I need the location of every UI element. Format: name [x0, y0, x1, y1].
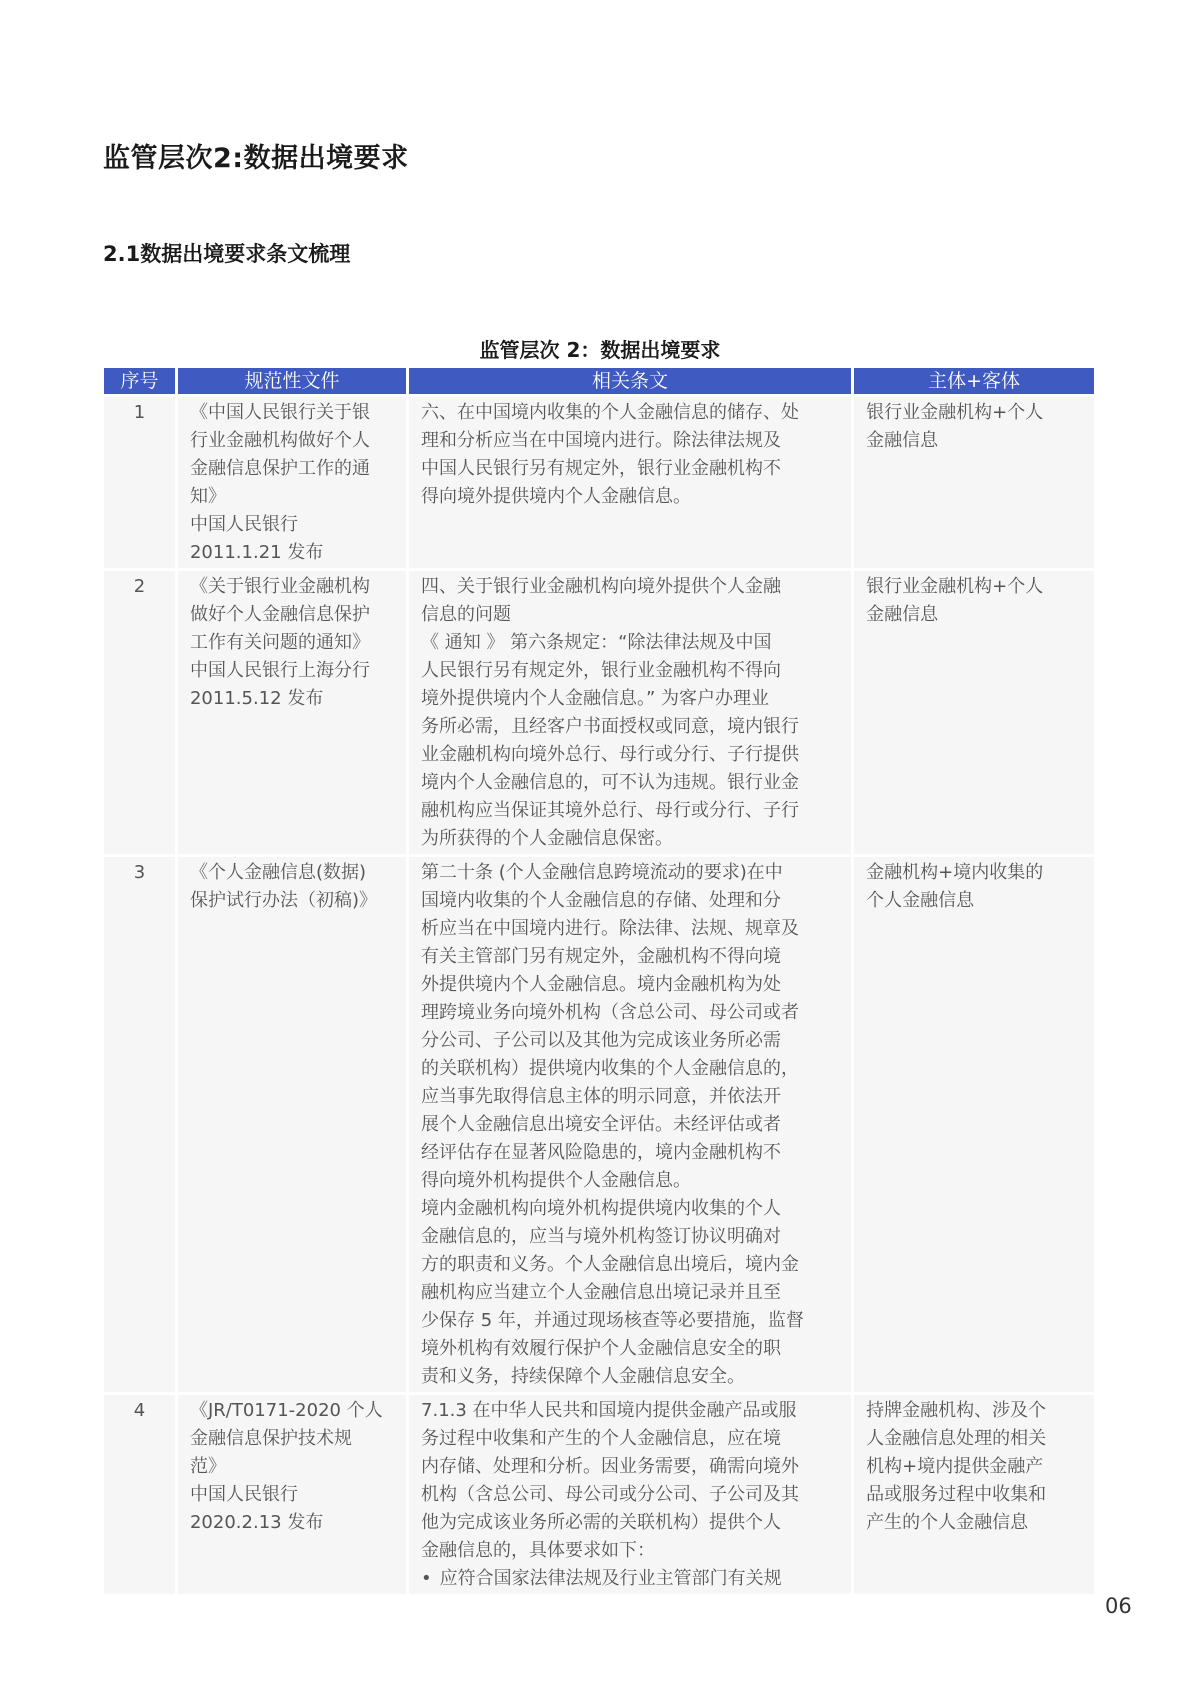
text-line: 2011.1.21 发布: [189, 542, 324, 563]
text-line: 《中国人民银行关于银: [189, 402, 370, 423]
text-line: 《关于银行业金融机构: [189, 576, 370, 597]
text-line: 业金融机构向境外总行、母行或分行、子行提供: [421, 744, 800, 765]
subsection-heading: 2.1数据出境要求条文梳理: [103, 242, 351, 266]
text-line: 银行业金融机构+个人: [866, 576, 1044, 597]
row-number: 1: [104, 397, 175, 568]
text-line: 的关联机构）提供境内收集的个人金融信息的，: [421, 1058, 800, 1079]
text-line: 少保存 5 年，并通过现场核查等必要措施，监督: [421, 1310, 804, 1331]
text-line: 金融信息保护技术规: [189, 1428, 352, 1449]
text-line: 信息的问题: [421, 604, 512, 625]
document-cell: [178, 571, 406, 854]
text-line: 《JR/T0171-2020 个人: [189, 1400, 383, 1421]
text-line: 中国人民银行: [189, 514, 298, 535]
text-line: 知》: [189, 486, 226, 507]
text-line: 行业金融机构做好个人: [189, 430, 370, 451]
text-line: 内存储、处理和分析。因业务需要，确需向境外: [421, 1456, 800, 1477]
text-line: 《 通知 》 第六条规定：“除法律法规及中国: [421, 632, 772, 653]
text-line: 融机构应当保证其境外总行、母行或分行、子行: [421, 800, 800, 821]
text-line: 责和义务，持续保障个人金融信息安全。: [421, 1366, 746, 1387]
text-line: 保护试行办法（初稿)》: [189, 890, 378, 911]
text-line: 中国人民银行: [189, 1484, 298, 1505]
text-line: 有关主管部门另有规定外，金融机构不得向境: [421, 946, 782, 967]
table-row: [104, 397, 1094, 568]
text-line: 2011.5.12 发布: [189, 688, 324, 709]
text-line: 理跨境业务向境外机构（含总公司、母公司或者: [421, 1002, 800, 1023]
clause-cell: [409, 857, 851, 1392]
document-cell: [178, 397, 406, 568]
text-line: 展个人金融信息出境安全评估。未经评估或者: [421, 1114, 782, 1135]
text-line: 务所必需，且经客户书面授权或同意，境内银行: [421, 716, 800, 737]
text-line: 范》: [189, 1456, 226, 1477]
text-line: 境内金融机构向境外机构提供境内收集的个人: [421, 1198, 782, 1219]
text-line: 经评估存在显著风险隐患的，境内金融机构不: [421, 1142, 782, 1163]
text-line: 机构（含总公司、母公司或分公司、子公司及其: [421, 1484, 800, 1505]
subject-cell: [854, 857, 1094, 1392]
text-line: 人金融信息处理的相关: [866, 1428, 1047, 1449]
text-line: 理和分析应当在中国境内进行。除法律法规及: [421, 430, 782, 451]
text-line: 境外机构有效履行保护个人金融信息安全的职: [421, 1338, 782, 1359]
text-line: 中国人民银行上海分行: [189, 660, 370, 681]
header-no: 序号: [104, 368, 175, 394]
text-line: 金融信息的，应当与境外机构签订协议明确对: [421, 1226, 782, 1247]
row-number: 4: [104, 1395, 175, 1594]
text-line: 工作有关问题的通知》: [189, 632, 370, 653]
header-clause: 相关条文: [409, 368, 851, 394]
text-line: 做好个人金融信息保护: [189, 604, 370, 625]
document-cell: [178, 1395, 406, 1594]
text-line: 析应当在中国境内进行。除法律、法规、规章及: [421, 918, 800, 939]
text-line: 2020.2.13 发布: [189, 1512, 324, 1533]
text-line: 金融机构+境内收集的: [866, 862, 1044, 883]
text-line: 7.1.3 在中华人民共和国境内提供金融产品或服: [421, 1400, 797, 1421]
subject-cell: [854, 1395, 1094, 1594]
text-line: 第二十条 (个人金融信息跨境流动的要求)在中: [421, 862, 783, 883]
subject-cell: [854, 397, 1094, 568]
clause-cell: [409, 397, 851, 568]
row-number: 2: [104, 571, 175, 854]
text-line: 为所获得的个人金融信息保密。: [421, 828, 674, 849]
text-line: 得向境外提供境内个人金融信息。: [421, 486, 692, 507]
text-line: 六、在中国境内收集的个人金融信息的储存、处: [421, 402, 800, 423]
table-row: [104, 857, 1094, 1392]
text-line: 境外提供境内个人金融信息。” 为客户办理业: [421, 688, 770, 709]
text-line: 金融信息的，具体要求如下：: [421, 1540, 656, 1561]
page-number: 06: [1105, 1594, 1132, 1618]
text-line: 应当事先取得信息主体的明示同意，并依法开: [421, 1086, 782, 1107]
text-line: 境内个人金融信息的，可不认为违规。银行业金: [421, 772, 800, 793]
table-row: [104, 1395, 1094, 1594]
text-line: 融机构应当建立个人金融信息出境记录并且至: [421, 1282, 782, 1303]
text-line: 产生的个人金融信息: [866, 1512, 1029, 1533]
text-line: 分公司、子公司以及其他为完成该业务所必需: [421, 1030, 782, 1051]
regulation-table: [101, 365, 1097, 1597]
text-line: 务过程中收集和产生的个人金融信息，应在境: [421, 1428, 782, 1449]
document-cell: [178, 857, 406, 1392]
text-line: 外提供境内个人金融信息。境内金融机构为处: [421, 974, 782, 995]
table-row: [104, 571, 1094, 854]
text-line: 四、关于银行业金融机构向境外提供个人金融: [421, 576, 782, 597]
subject-cell: [854, 571, 1094, 854]
text-line: 得向境外机构提供个人金融信息。: [421, 1170, 692, 1191]
text-line: 他为完成该业务所必需的关联机构）提供个人: [421, 1512, 782, 1533]
row-number: 3: [104, 857, 175, 1392]
text-line: 持牌金融机构、涉及个: [866, 1400, 1047, 1421]
text-line: 机构+境内提供金融产: [866, 1456, 1044, 1477]
bullet-item: • 应符合国家法律法规及行业主管部门有关规: [421, 1565, 841, 1593]
text-line: 方的职责和义务。个人金融信息出境后，境内金: [421, 1254, 800, 1275]
text-line: 个人金融信息: [866, 890, 975, 911]
text-line: 人民银行另有规定外，银行业金融机构不得向: [421, 660, 782, 681]
clause-cell: [409, 1395, 851, 1594]
text-line: 金融信息保护工作的通: [189, 458, 370, 479]
table-caption: 监管层次 2：数据出境要求: [479, 338, 721, 362]
table-header-row: [104, 368, 1094, 394]
text-line: 金融信息: [866, 604, 939, 625]
text-line: 银行业金融机构+个人: [866, 402, 1044, 423]
text-line: 国境内收集的个人金融信息的存储、处理和分: [421, 890, 782, 911]
text-line: 中国人民银行另有规定外，银行业金融机构不: [421, 458, 782, 479]
text-line: 金融信息: [866, 430, 939, 451]
header-subject-object: 主体+客体: [854, 368, 1094, 394]
section-heading: 监管层次2:数据出境要求: [103, 143, 409, 174]
text-line: 《个人金融信息(数据): [189, 862, 367, 883]
text-line: 品或服务过程中收集和: [866, 1484, 1047, 1505]
header-document: 规范性文件: [178, 368, 406, 394]
clause-cell: [409, 571, 851, 854]
